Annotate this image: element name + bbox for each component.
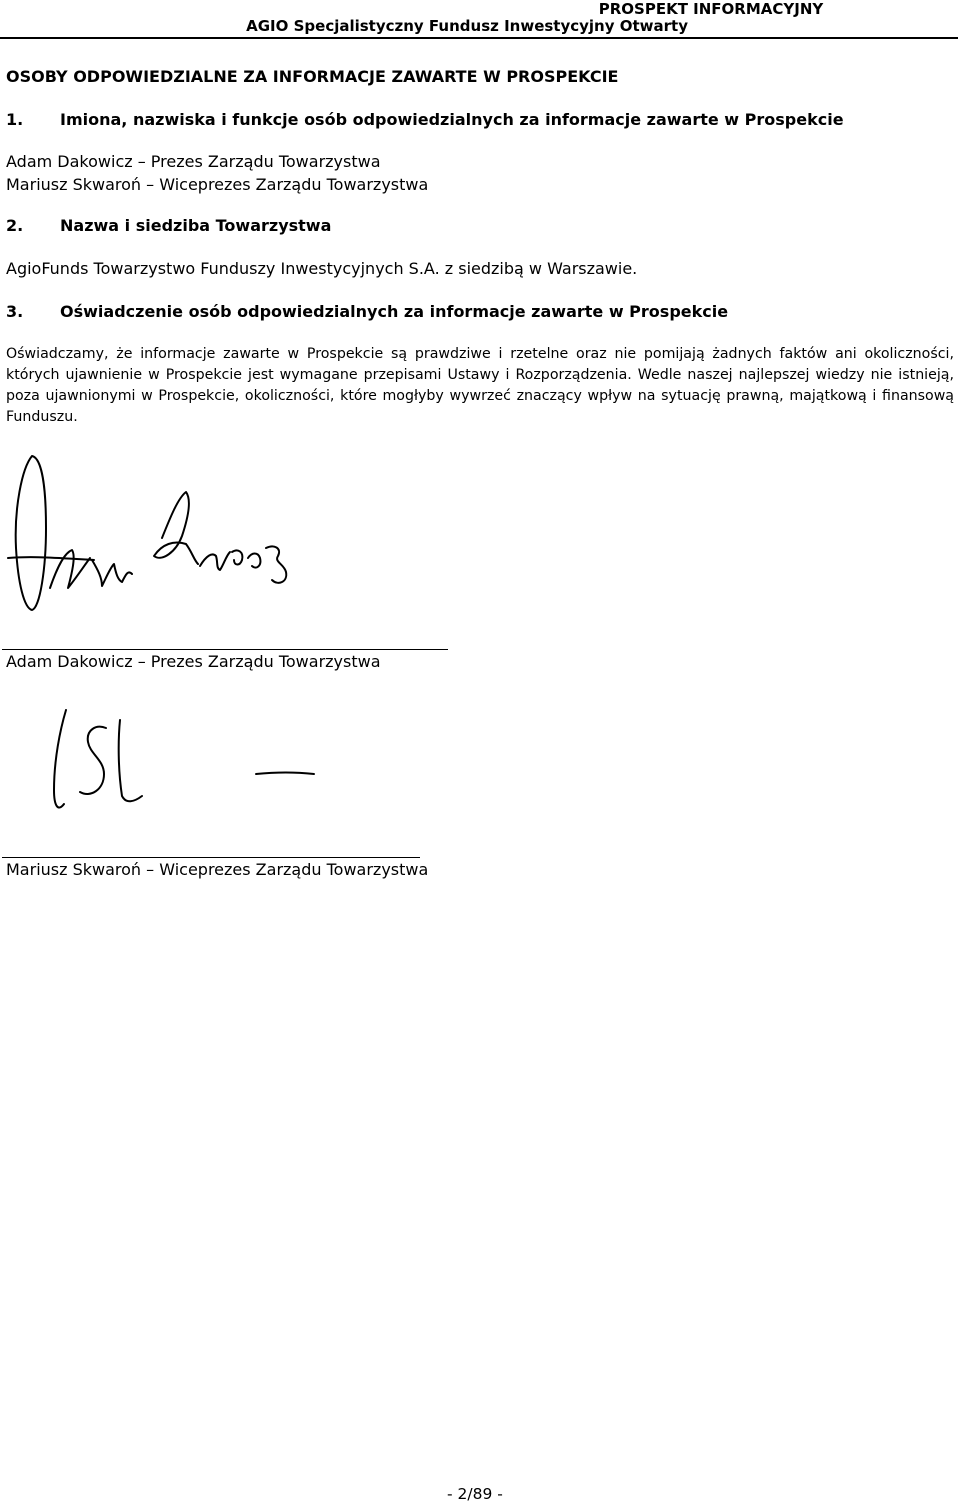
item-2-number: 2.	[6, 216, 24, 235]
signature-2-caption: Mariusz Skwaroń – Wiceprezes Zarządu Towarzystwa	[6, 860, 429, 879]
item-2-text: Nazwa i siedziba Towarzystwa	[60, 216, 332, 235]
item-3-text: Oświadczenie osób odpowiedzialnych za informacje zawarte w Prospekcie	[60, 302, 729, 321]
company-info: AgioFunds Towarzystwo Funduszy Inwestycyjnych S.A. z siedzibą w Warszawie.	[6, 259, 638, 278]
header-rule	[0, 37, 958, 39]
page-number: - 2/89 -	[447, 1485, 503, 1503]
item-1-number: 1.	[6, 110, 24, 129]
signature-1-caption: Adam Dakowicz – Prezes Zarządu Towarzystwa	[6, 652, 381, 671]
signature-2-line	[2, 857, 420, 858]
item-3-number: 3.	[6, 302, 24, 321]
header-subtitle: AGIO Specjalistyczny Fundusz Inwestycyjny Otwarty	[246, 17, 688, 35]
section-title: OSOBY ODPOWIEDZIALNE ZA INFORMACJE ZAWARTE W PROSPEKCIE	[6, 67, 619, 86]
person-1: Adam Dakowicz – Prezes Zarządu Towarzystwa	[6, 152, 381, 171]
header-title: PROSPEKT INFORMACYJNY	[598, 0, 824, 18]
statement-paragraph: Oświadczamy, że informacje zawarte w Prospekcie są prawdziwe i rzetelne oraz nie pomijają żadnych faktów ani okoliczności, których ujawnienie w Prospekcie jest wymagane przepisami Ustawy i Rozporządzenia. Wedle naszej najlepszej wiedzy nie istnieją, poza ujawnionymi w Prospekcie, okoliczności, które mogłyby wywrzeć znaczący wpływ na sytuację prawną, majątkową i finansową Funduszu.	[6, 346, 954, 425]
item-3-heading	[6, 302, 728, 322]
person-2: Mariusz Skwaroń – Wiceprezes Zarządu Towarzystwa	[6, 175, 429, 194]
item-2-heading	[6, 216, 331, 236]
item-1-heading	[6, 110, 844, 130]
signature-1-line	[2, 649, 448, 650]
item-1-text: Imiona, nazwiska i funkcje osób odpowiedzialnych za informacje zawarte w Prospekcie	[60, 110, 844, 129]
signature-1-image	[2, 448, 302, 618]
signature-2-image	[20, 700, 320, 820]
